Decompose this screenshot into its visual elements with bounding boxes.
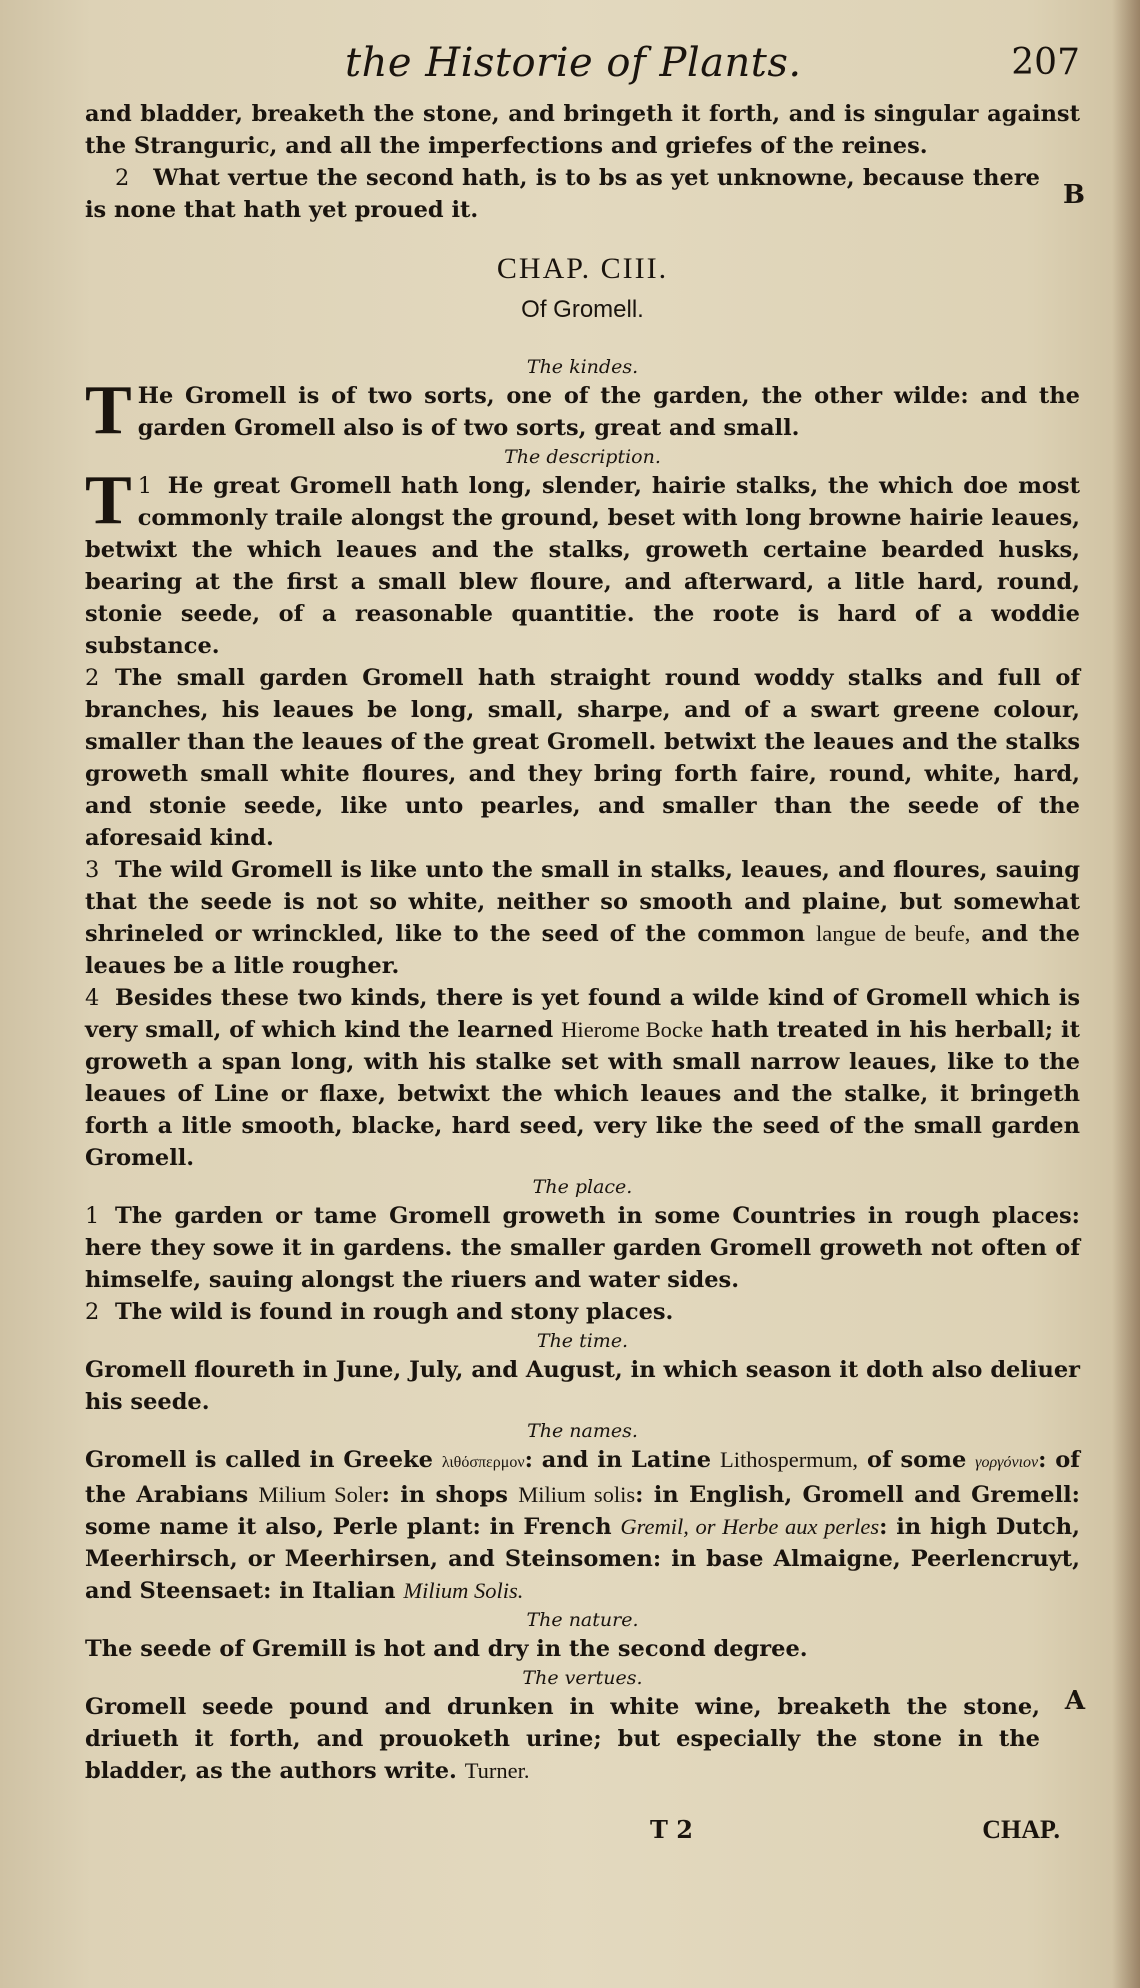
vertues-paragraph — [85, 1691, 1080, 1787]
roman-term: langue de beufe, — [816, 921, 971, 946]
section-heading-vertues: The vertues. — [522, 1667, 643, 1689]
description-item-4 — [85, 982, 1080, 1174]
names-paragraph — [85, 1444, 1080, 1607]
section-heading-place: The place. — [532, 1176, 633, 1198]
paragraph-text: What vertue the second hath, is to bs as yet unknowne, because there is none that hath yet proued it. — [85, 165, 1040, 223]
latin-term: Lithospermum, — [719, 1447, 859, 1472]
kindes-paragraph — [85, 372, 1080, 449]
section-heading-kindes: The kindes. — [526, 356, 639, 378]
running-title: the Historie of Plants. — [345, 40, 802, 86]
description-tail-3: and the leaues be a litle rougher. — [85, 921, 1080, 979]
greek-term: λιθόσπερμον — [441, 1454, 525, 1471]
description-text-2: The small garden Gromell hath straight round woddy stalks and full of branches, his leaues be long, small, sharpe, and of a swart greene colour, smaller than the leaues of the great Gromell. betwixt the leaues and the stalks groweth small white floures, and they bring forth faire, round, white, hard, and stonie seede, like unto pearles, and smaller than the seede of the aforesaid kind. — [85, 665, 1080, 851]
description-tail-4: hath treated in his herball; it groweth a span long, with his stalke set with small narrow leaues, like to the leaues of Line or flaxe, betwixt the which leaues and the stalke, it bringeth forth a litle smooth, blacke, hard seed, very like the seed of the small garden Gromell. — [85, 1017, 1080, 1171]
place-item-2 — [85, 1296, 1080, 1328]
margin-letter-b: B — [1063, 180, 1085, 210]
chapter-title: Of Gromell. — [521, 296, 644, 323]
greek-term-2: γοργόνιον — [975, 1454, 1039, 1471]
section-heading-names: The names. — [527, 1420, 638, 1442]
paragraph-number: 2 — [85, 665, 100, 691]
catchword: CHAP. — [982, 1815, 1060, 1844]
paragraph-number: 2 — [115, 165, 130, 191]
page-footer — [85, 1815, 1080, 1875]
latin-term-3: Milium solis — [518, 1482, 636, 1507]
carryover-paragraph: and bladder, breaketh the stone, and bringeth it forth, and is singular against the Stranguric, and all the imperfections and griefes of the reines. — [85, 101, 1080, 159]
names-text-f: : in English, Gromell and Gremell: some name it also, Perle plant: in French — [85, 1482, 1080, 1540]
drop-cap: T — [85, 372, 132, 449]
description-text-1: He great Gromell hath long, slender, hairie stalks, the which doe most commonly traile alongst the ground, beset with long browne hairie leaues, betwixt the which leaues and the stalks, groweth certaine bearded husks, bearing at the first a small blew floure, and afterward, a litle hard, round, stonie seede, of a reasonable quantitie. the roote is hard of a woddie substance. — [85, 473, 1081, 659]
page-edge-shadow — [1112, 0, 1140, 1988]
names-text-g: : in high Dutch, Meerhirsch, or Meerhirsen, and Steinsomen: in base Almaigne, Peerlencruyt, and Steensaet: in Italian — [85, 1514, 1080, 1604]
time-paragraph: Gromell floureth in June, July, and August, in which season it doth also deliuer his seede. — [85, 1357, 1080, 1415]
description-item-1 — [85, 462, 1081, 662]
page-number: 207 — [1011, 42, 1080, 83]
french-term: Gremil, or Herbe aux perles — [620, 1514, 880, 1539]
description-item-2 — [85, 662, 1080, 854]
paragraph-number: 2 — [85, 1299, 100, 1325]
paragraph-number: 4 — [85, 985, 100, 1011]
names-text-d: : of the Arabians — [85, 1447, 1080, 1508]
names-text-e: : in shops — [381, 1482, 508, 1508]
author-name: Turner. — [464, 1758, 530, 1783]
names-text-c: of some — [866, 1447, 967, 1473]
description-text-4: Besides these two kinds, there is yet found a wilde kind of Gromell which is very small, of which kind the learned — [85, 985, 1080, 1043]
names-text-a: Gromell is called in Greeke — [85, 1447, 433, 1473]
place-text-1: The garden or tame Gromell groweth in some Countries in rough places: here they sowe it in gardens. the smaller garden Gromell groweth not often of himselfe, sauing alongst the riuers and water sides. — [85, 1203, 1080, 1293]
section-heading-time: The time. — [536, 1330, 629, 1352]
drop-cap: T — [85, 462, 132, 539]
italian-term: Milium Solis. — [403, 1578, 524, 1603]
margin-letter-a: A — [1064, 1686, 1085, 1716]
chapter-number: CHAP. CIII. — [496, 252, 669, 285]
names-text-b: : and in Latine — [524, 1447, 712, 1473]
place-item-1 — [85, 1200, 1080, 1296]
description-item-3 — [85, 854, 1080, 982]
signature-mark: T 2 — [650, 1815, 693, 1844]
running-head — [85, 40, 1080, 98]
paragraph-number: 1 — [85, 1203, 100, 1229]
paragraph-number: 1 — [137, 473, 153, 499]
vertue-paragraph-2 — [85, 162, 1080, 226]
place-text-2: The wild is found in rough and stony places. — [115, 1299, 674, 1325]
paragraph-number: 3 — [85, 857, 100, 883]
kindes-text: He Gromell is of two sorts, one of the garden, the other wilde: and the garden Gromell also is of two sorts, great and small. — [137, 383, 1080, 441]
latin-term-2: Milium Soler — [258, 1482, 382, 1507]
section-heading-nature: The nature. — [526, 1609, 639, 1631]
description-text-3: The wild Gromell is like unto the small in stalks, leaues, and floures, sauing that the seede is not so white, neither so smooth and plaine, but somewhat shrineled or wrinckled, like to the seed of the common — [85, 857, 1080, 947]
vertues-text: Gromell seede pound and drunken in white wine, breaketh the stone, driueth it forth, and prouoketh urine; but especially the stone in the bladder, as the authors write. — [85, 1694, 1040, 1784]
roman-term: Hierome Bocke — [561, 1017, 704, 1042]
section-heading-description: The description. — [504, 446, 661, 468]
nature-paragraph: The seede of Gremill is hot and dry in the second degree. — [85, 1636, 808, 1662]
